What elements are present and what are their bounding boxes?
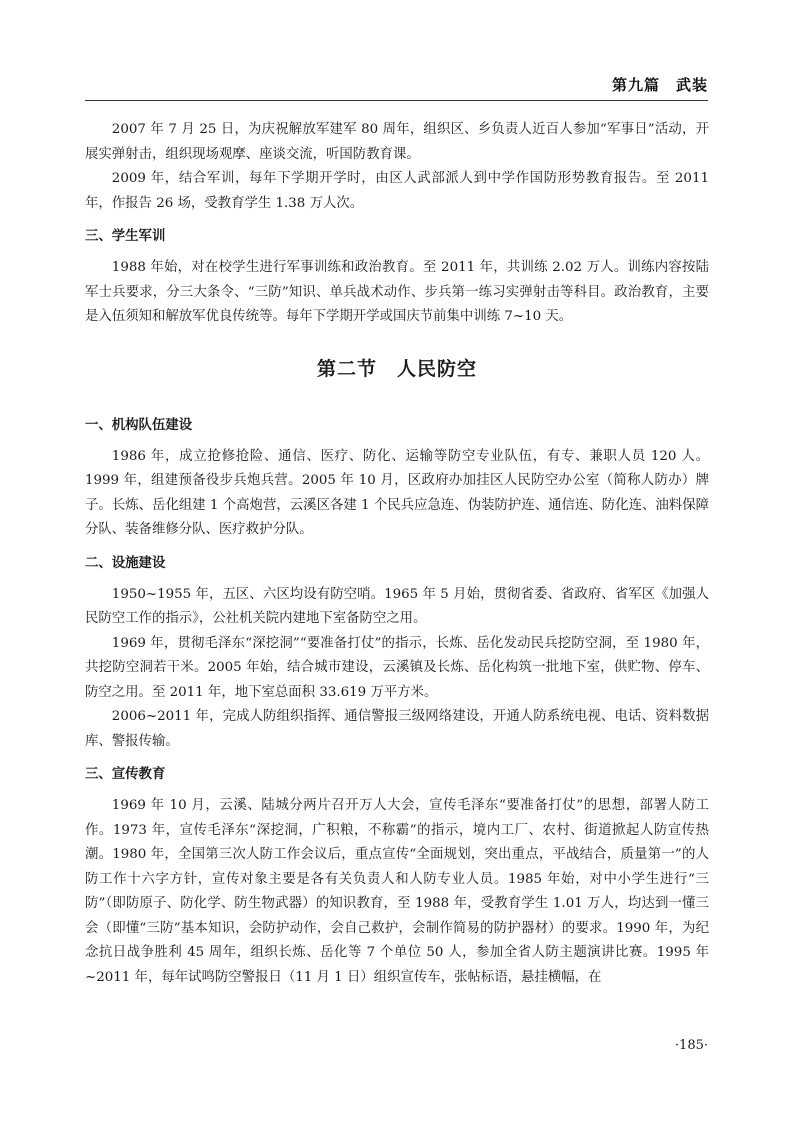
paragraph: 1950~1955 年，五区、六区均设有防空哨。1965 年 5 月始，贯彻省委、省政府、省军区《加强人民防空工作的指示》，公社机关院内建地下室备防空之用。 — [85, 586, 709, 626]
subsection-heading: 二、设施建设 — [85, 555, 166, 571]
paragraph: 1986 年，成立抢修抢险、通信、医疗、防化、运输等防空专业队伍，有专、兼职人员 120 人。1999 年，组建预备役步兵炮兵营。2005 年 10 月，区政府办加挂区人民防空办公室（简称人防办）牌子。长炼、岳化组建 1 个高炮营，云溪区各建 1 个民兵应急连、伪装防护连、通信连、防化连、油料保障分队、装备维修分队、医疗救护分队。 — [85, 448, 709, 537]
paragraph: 2009 年，结合军训，每年下学期开学时，由区人武部派人到中学作国防形势教育报告。至 2011 年，作报告 26 场，受教育学生 1.38 万人次。 — [85, 171, 709, 211]
subsection-heading: 三、宣传教育 — [85, 767, 166, 782]
paragraph: 2007 年 7 月 25 日，为庆祝解放军建军 80 周年，组织区、乡负责人近百人参加“军事日”活动，开展实弹射击，组织现场观摩、座谈交流，听国防教育课。 — [85, 122, 709, 162]
section-title: 第二节 人民防空 — [316, 357, 477, 380]
running-head: 第九篇 武装 — [611, 76, 708, 94]
page-body — [85, 118, 709, 990]
paragraph: 1969 年，贯彻毛泽东“深挖洞”“要准备打仗”的指示，长炼、岳化发动民兵挖防空洞，至 1980 年，共挖防空洞若干米。2005 年始，结合城市建设，云溪镇及长炼、岳化构筑一批地下室，供贮物、停车、防空之用。至 2011 年，地下室总面积 33.619 万平方米。 — [85, 635, 709, 700]
subsection-heading: 一、机构队伍建设 — [85, 417, 193, 433]
paragraph: 1969 年 10 月，云溪、陆城分两片召开万人大会，宣传毛泽东“要准备打仗”的思想，部署人防工作。1973 年，宣传毛泽东“深挖洞，广积粮，不称霸”的指示，境内工厂、农村、街道掀起人防宣传热潮。1980 年，全国第三次人防工作会议后，重点宣传“全面规划，突出重点，平战结合，质量第一”的人防工作十六字方针，宣传对象主要是各有关负责人和人防专业人员。1985 年始，对中小学生进行“三防”（即防原子、防化学、防生物武器）的知识教育，至 1988 年，受教育学生 1.01 万人，均达到一懂三会（即懂“三防”基本知识，会防护动作，会自己救护，会制作简易的防护器材）的要求。1990 年，为纪念抗日战争胜利 45 周年，组织长炼、岳化等 7 个单位 50 人，参加全省人防主题演讲比赛。1995 年~2011 年，每年试鸣防空警报日（11 月 1 日）组织宣传车，张帖标语，悬挂横幅，在 — [85, 798, 709, 985]
page-number: ·185· — [674, 1038, 708, 1053]
header-rule — [85, 100, 708, 101]
paragraph: 1988 年始，对在校学生进行军事训练和政治教育。至 2011 年，共训练 2.02 万人。训练内容按陆军士兵要求，分三大条令、“三防”知识、单兵战术动作、步兵第一练习实弹射击等科目。政治教育，主要是入伍须知和解放军优良传统等。每年下学期开学或国庆节前集中训练 7~10 天。 — [85, 260, 709, 324]
subsection-heading: 三、学生军训 — [85, 229, 166, 244]
paragraph: 2006~2011 年，完成人防组织指挥、通信警报三级网络建设，开通人防系统电视、电话、资料数据库、警报传输。 — [85, 709, 709, 749]
